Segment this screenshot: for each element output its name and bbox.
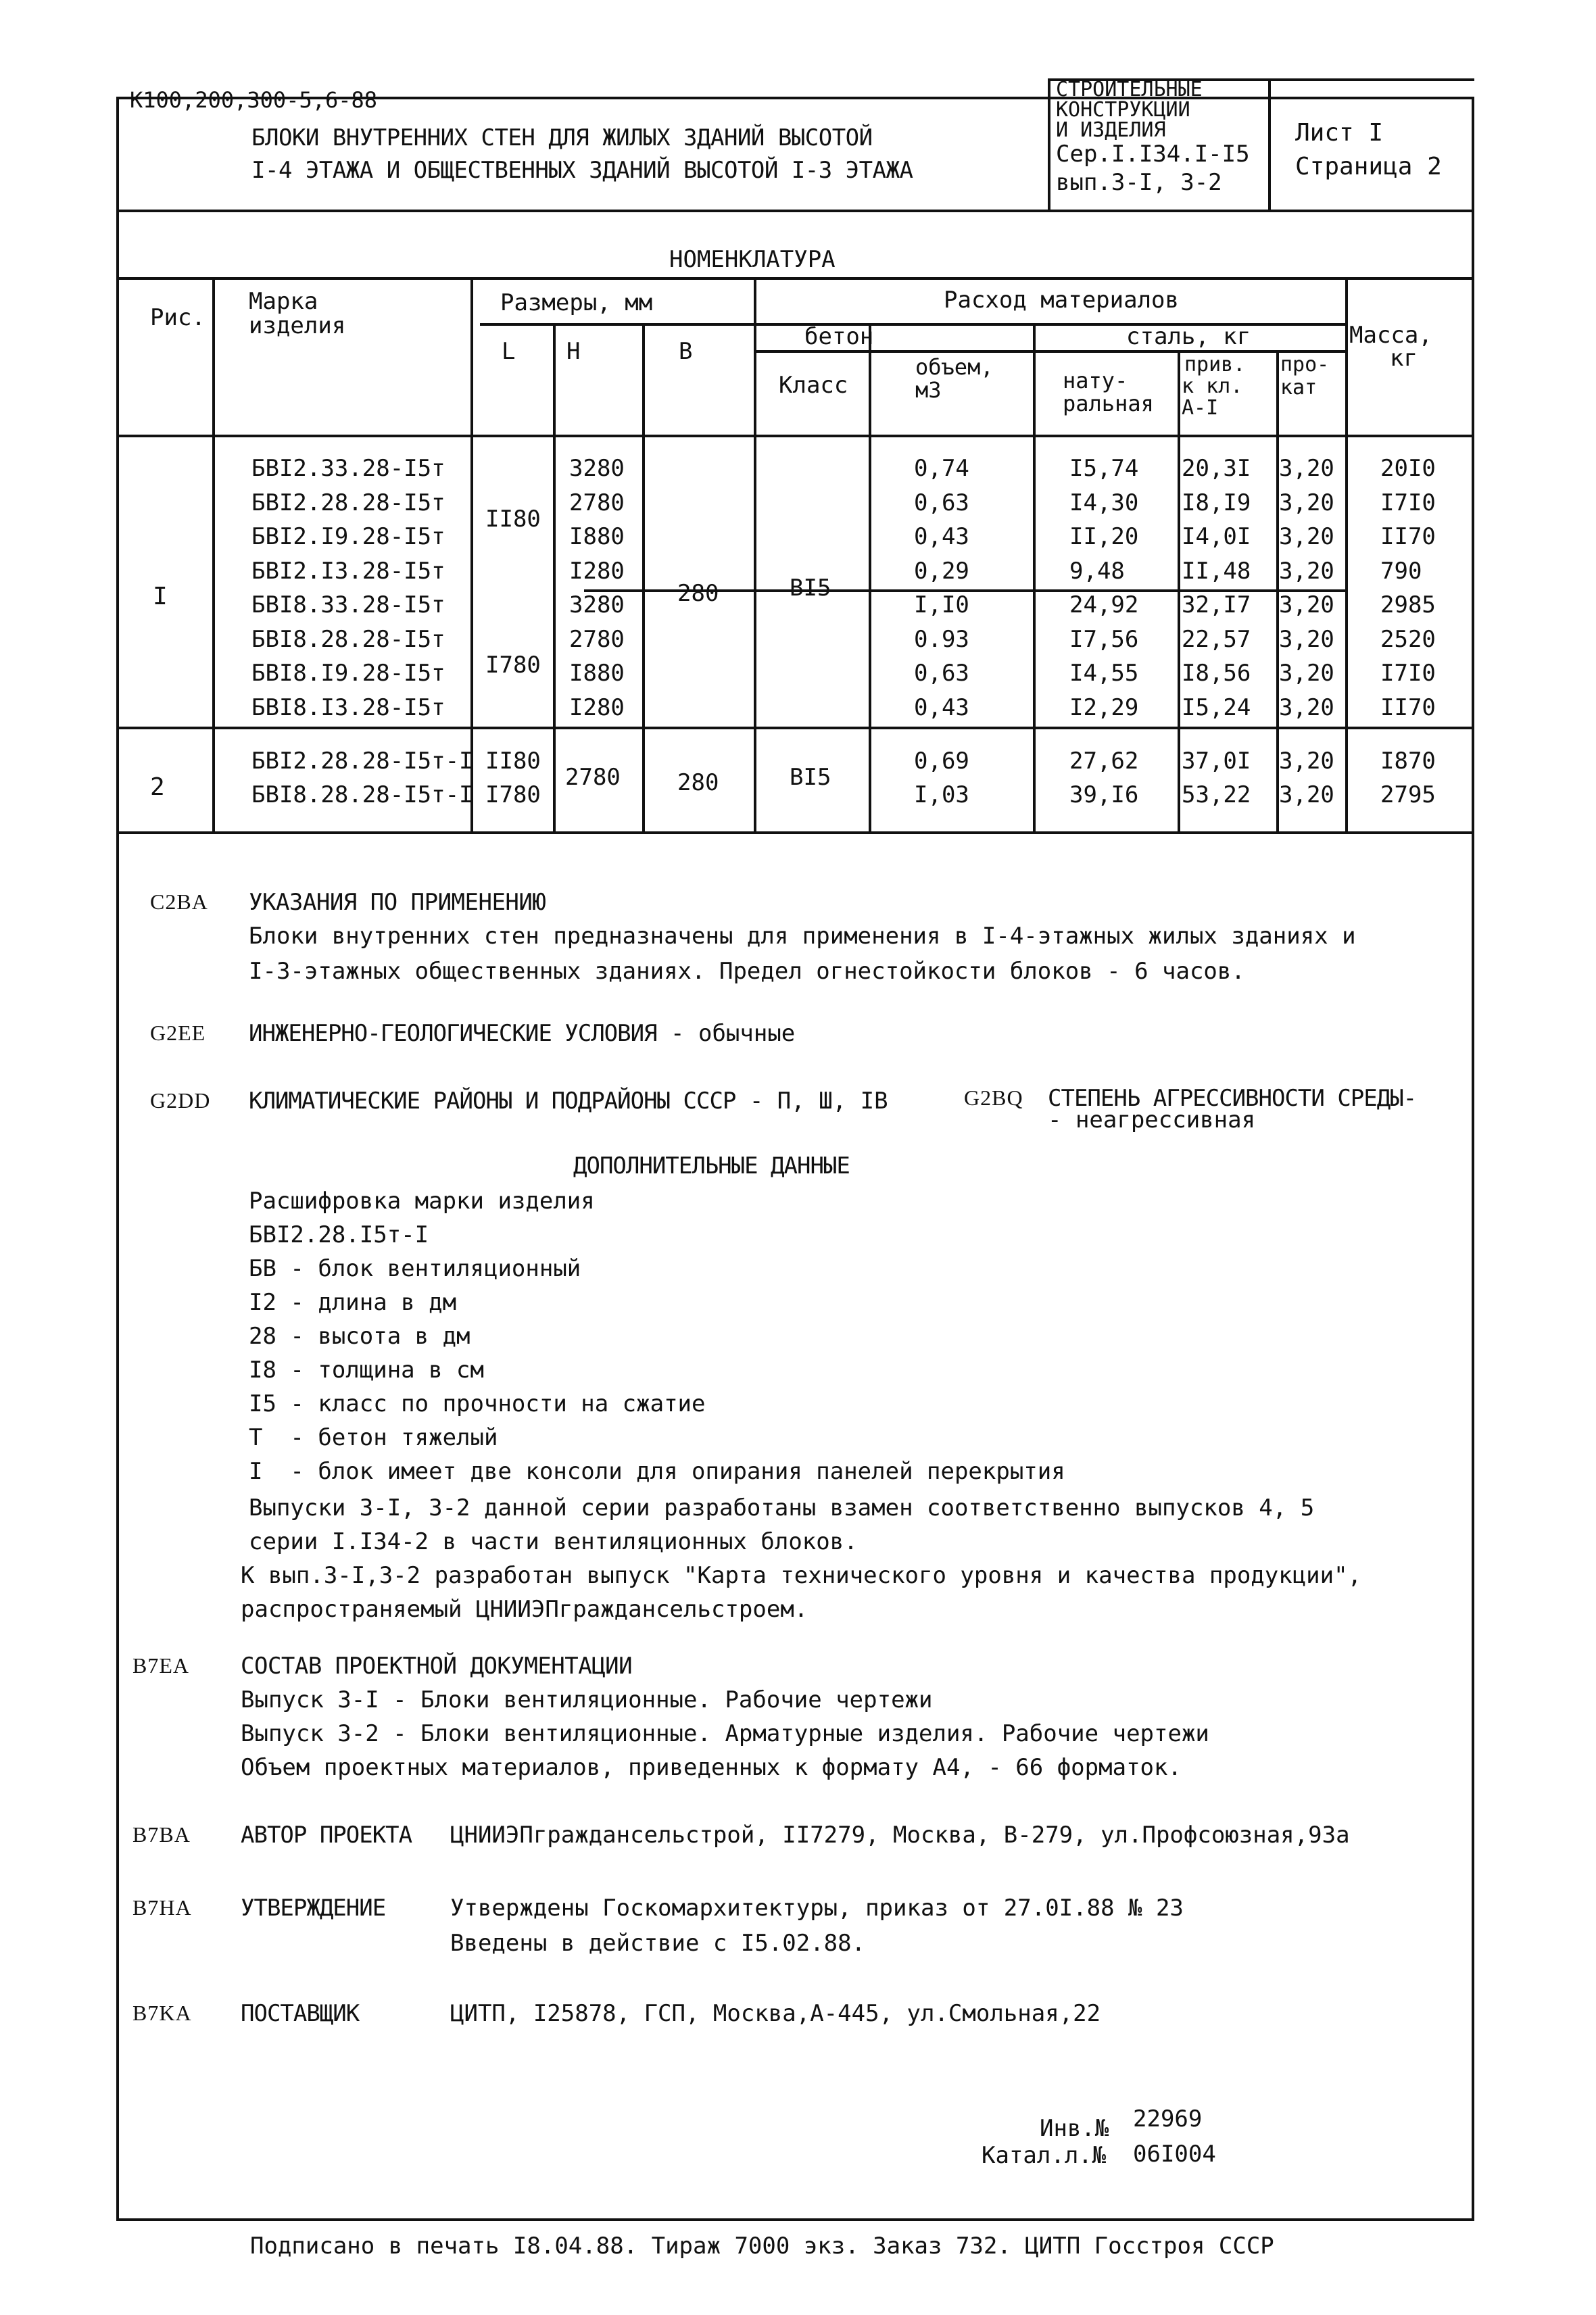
series-line-5: вып.3-I, 3-2 [1056, 169, 1222, 196]
header-L: L [502, 338, 516, 365]
additional-line-6: I5 - класс по прочности на сжатие [249, 1390, 706, 1417]
catalog-value: 06I004 [1133, 2141, 1216, 2168]
group1-volume-1: 0,63 [914, 489, 969, 516]
header-H: H [566, 338, 581, 365]
additional-line-4: 28 - высота в дм [249, 1323, 470, 1350]
group1-reduced-1: I8,I9 [1182, 489, 1251, 516]
additional-title: ДОПОЛНИТЕЛЬНЫЕ ДАННЫЕ [573, 1152, 850, 1179]
group1-volume-4: I,I0 [914, 591, 969, 618]
group1-rolled-4: 3,20 [1279, 591, 1334, 618]
series-line-2: КОНСТРУКЦИИ [1056, 98, 1190, 122]
group1-mass-7: II70 [1380, 694, 1436, 721]
group1-H-3: I280 [569, 558, 625, 585]
additional-line-1: БВI2.28.I5т-I [249, 1221, 429, 1248]
geology-code: G2EE [150, 1021, 206, 1045]
group2-volume-1: I,03 [914, 781, 969, 808]
group1-H-2: I880 [569, 523, 625, 550]
footer-print-info: Подписано в печать I8.04.88. Тираж 7000 экз. Заказ 732. ЦИТП Госстроя СССР [250, 2233, 1274, 2260]
header-sizes: Размеры, мм [500, 289, 653, 316]
application-line-2: I-3-этажных общественных зданиях. Предел огнестойкости блоков - 6 часов. [249, 958, 1245, 985]
header-steel: сталь, кг [1126, 323, 1251, 350]
group2-B: 280 [677, 769, 719, 796]
aggressiveness-code: G2BQ [964, 1086, 1023, 1110]
group1-H-4: 3280 [569, 591, 625, 618]
header-materials: Расход материалов [944, 287, 1179, 314]
group1-mass-1: I7I0 [1380, 489, 1436, 516]
header-natural-2: ральная [1063, 391, 1154, 416]
group1-natural-0: I5,74 [1069, 455, 1139, 482]
additional-line2-2: распространяемый ЦНИИЭПграждансельстроем. [241, 1596, 808, 1623]
additional-line-5: I8 - толщина в см [249, 1357, 484, 1384]
series-line-1: СТРОИТЕЛЬНЫЕ [1056, 78, 1203, 101]
group1-reduced-2: I4,0I [1182, 523, 1251, 550]
group1-rolled-6: 3,20 [1279, 660, 1334, 687]
group1-H-1: 2780 [569, 489, 625, 516]
group1-volume-5: 0.93 [914, 626, 969, 653]
group1-B: 280 [677, 580, 719, 607]
group1-mass-0: 20I0 [1380, 455, 1436, 482]
group1-H-6: I880 [569, 660, 625, 687]
group1-mark-7: БВI8.I3.28-I5т [251, 694, 445, 721]
group1-class: BI5 [790, 575, 831, 602]
group1-volume-3: 0,29 [914, 558, 969, 585]
group1-reduced-3: II,48 [1182, 558, 1251, 585]
inventory-value: 22969 [1133, 2105, 1203, 2133]
group1-rolled-5: 3,20 [1279, 626, 1334, 653]
group1-mass-3: 790 [1380, 558, 1422, 585]
group1-mass-2: II70 [1380, 523, 1436, 550]
approval-title: УТВЕРЖДЕНИЕ [241, 1895, 386, 1922]
group2-reduced-0: 37,0I [1182, 748, 1251, 775]
header-mass-2: кг [1390, 345, 1418, 372]
header-mass-1: Масса, [1349, 322, 1432, 349]
docs-code: B7EA [132, 1653, 189, 1678]
docs-title: СОСТАВ ПРОЕКТНОЙ ДОКУМЕНТАЦИИ [241, 1653, 633, 1680]
header-concrete: бетон [804, 323, 874, 350]
group1-volume-0: 0,74 [914, 455, 969, 482]
group2-class: BI5 [790, 764, 831, 791]
header-volume-1: объем, [915, 354, 994, 380]
geology-value: - обычные [656, 1020, 796, 1047]
header-rolled-2: кат [1280, 376, 1317, 399]
aggressiveness-title: СТЕПЕНЬ АГРЕССИВНОСТИ СРЕДЫ- [1048, 1085, 1417, 1112]
group1-natural-6: I4,55 [1069, 660, 1139, 687]
additional-line-8: I - блок имеет две консоли для опирания панелей перекрытия [249, 1458, 1065, 1485]
group1-volume-7: 0,43 [914, 694, 969, 721]
author-value: ЦНИИЭПграждансельстрой, II7279, Москва, В-279, ул.Профсоюзная,93а [450, 1822, 1350, 1849]
additional-line-3: I2 - длина в дм [249, 1289, 457, 1316]
group2-reduced-1: 53,22 [1182, 781, 1251, 808]
group2-L-1: I780 [485, 781, 541, 808]
group2-natural-0: 27,62 [1069, 748, 1139, 775]
author-title: АВТОР ПРОЕКТА [241, 1822, 412, 1849]
group1-reduced-6: I8,56 [1182, 660, 1251, 687]
group1-natural-5: I7,56 [1069, 626, 1139, 653]
series-line-3: И ИЗДЕЛИЯ [1056, 118, 1166, 142]
header-fig: Рис. [150, 304, 205, 331]
header-reduced-2: к кл. [1182, 374, 1243, 398]
inventory-label: Инв.№ [1040, 2115, 1109, 2142]
header-volume-2: м3 [915, 377, 942, 403]
group2-mass-1: 2795 [1380, 781, 1436, 808]
group2-mark-0: БВI2.28.28-I5т-I [251, 748, 473, 775]
application-line-1: Блоки внутренних стен предназначены для применения в I-4-этажных жилых зданиях и [249, 923, 1356, 950]
approval-line-1: Утверждены Госкомархитектуры, приказ от 27.0I.88 № 23 [450, 1895, 1184, 1922]
group2-rolled-0: 3,20 [1279, 748, 1334, 775]
additional-line-10: серии I.I34-2 в части вентиляционных блоков. [249, 1528, 858, 1555]
group1-rolled-1: 3,20 [1279, 489, 1334, 516]
header-natural-1: нату- [1063, 368, 1128, 393]
supplier-value: ЦИТП, I25878, ГСП, Москва,А-445, ул.Смольная,22 [450, 2000, 1101, 2027]
nomenclature-title: НОМЕНКЛАТУРА [669, 246, 836, 273]
header-mark-2: изделия [249, 312, 346, 339]
aggressiveness-value: - неагрессивная [1048, 1106, 1256, 1134]
docs-line-1: Выпуск 3-I - Блоки вентиляционные. Рабочие чертежи [241, 1686, 933, 1713]
group2-mass-0: I870 [1380, 748, 1436, 775]
geology-title [249, 1017, 795, 1050]
climate-title-text: КЛИМАТИЧЕСКИЕ РАЙОНЫ И ПОДРАЙОНЫ СССР [249, 1088, 736, 1115]
additional-line-2: БВ - блок вентиляционный [249, 1255, 581, 1282]
group1-mark-6: БВI8.I9.28-I5т [251, 660, 445, 687]
additional-line-9: Выпуски 3-I, 3-2 данной серии разработаны взамен соответственно выпусков 4, 5 [249, 1494, 1315, 1521]
additional-line2-1: К вып.3-I,3-2 разработан выпуск "Карта технического уровня и качества продукции", [241, 1562, 1362, 1589]
climate-code: G2DD [150, 1088, 211, 1113]
group1-natural-2: II,20 [1069, 523, 1139, 550]
supplier-title: ПОСТАВЩИК [241, 2000, 360, 2027]
page-number: Страница 2 [1295, 153, 1442, 180]
group1-rolled-3: 3,20 [1279, 558, 1334, 585]
group1-mark-0: БВI2.33.28-I5т [251, 455, 445, 482]
group1-rolled-0: 3,20 [1279, 455, 1334, 482]
group2-rolled-1: 3,20 [1279, 781, 1334, 808]
geology-title-text: ИНЖЕНЕРНО-ГЕОЛОГИЧЕСКИЕ УСЛОВИЯ [249, 1020, 657, 1047]
group1-natural-1: I4,30 [1069, 489, 1139, 516]
group1-mass-5: 2520 [1380, 626, 1436, 653]
header-title-line-1: БЛОКИ ВНУТРЕННИХ СТЕН ДЛЯ ЖИЛЫХ ЗДАНИЙ ВЫСОТОЙ [251, 124, 873, 151]
group1-fig: I [153, 583, 168, 610]
group2-volume-0: 0,69 [914, 748, 969, 775]
group1-mark-4: БВI8.33.28-I5т [251, 591, 445, 618]
group2-L-0: II80 [485, 748, 541, 775]
application-title: УКАЗАНИЯ ПО ПРИМЕНЕНИЮ [249, 889, 546, 916]
group1-reduced-7: I5,24 [1182, 694, 1251, 721]
group1-mass-6: I7I0 [1380, 660, 1436, 687]
docs-line-3: Объем проектных материалов, приведенных к формату А4, - 66 форматок. [241, 1754, 1182, 1781]
group1-mark-5: БВI8.28.28-I5т [251, 626, 445, 653]
group1-mark-3: БВI2.I3.28-I5т [251, 558, 445, 585]
group1-L-bottom: I780 [485, 652, 541, 679]
group1-volume-6: 0,63 [914, 660, 969, 687]
climate-value: - П, Ш, IB [735, 1088, 888, 1115]
group1-mass-4: 2985 [1380, 591, 1436, 618]
sheet-number: Лист I [1295, 119, 1384, 147]
group1-natural-4: 24,92 [1069, 591, 1139, 618]
group1-mark-2: БВI2.I9.28-I5т [251, 523, 445, 550]
group1-reduced-5: 22,57 [1182, 626, 1251, 653]
header-reduced-3: А-I [1182, 396, 1219, 420]
group1-volume-2: 0,43 [914, 523, 969, 550]
group1-natural-7: I2,29 [1069, 694, 1139, 721]
header-mark-1: Марка [249, 288, 318, 315]
approval-code: B7HA [132, 1895, 192, 1920]
application-code: C2BA [150, 890, 208, 914]
group1-H-0: 3280 [569, 455, 625, 482]
header-class: Класс [779, 372, 848, 399]
group1-mark-1: БВI2.28.28-I5т [251, 489, 445, 516]
group1-H-7: I280 [569, 694, 625, 721]
author-code: B7BA [132, 1822, 191, 1847]
header-reduced-1: прив. [1184, 353, 1246, 376]
group1-reduced-0: 20,3I [1182, 455, 1251, 482]
group1-rolled-7: 3,20 [1279, 694, 1334, 721]
header-rolled-1: про- [1280, 353, 1330, 376]
group1-natural-3: 9,48 [1069, 558, 1125, 585]
header-B: B [679, 338, 693, 365]
catalog-label: Катал.л.№ [982, 2142, 1107, 2169]
group2-H: 2780 [565, 764, 621, 791]
supplier-code: B7KA [132, 2001, 192, 2025]
group1-L-top: II80 [485, 506, 541, 533]
group2-fig: 2 [150, 773, 165, 801]
series-line-4: Сер.I.I34.I-I5 [1056, 141, 1250, 168]
group1-reduced-4: 32,I7 [1182, 591, 1251, 618]
group2-natural-1: 39,I6 [1069, 781, 1139, 808]
climate-title [249, 1084, 888, 1118]
document-code: К100,200,300-5,6-88 [130, 87, 378, 113]
group1-H-5: 2780 [569, 626, 625, 653]
group1-rolled-2: 3,20 [1279, 523, 1334, 550]
header-title-line-2: I-4 ЭТАЖА И ОБЩЕСТВЕННЫХ ЗДАНИЙ ВЫСОТОЙ I-3 ЭТАЖА [251, 157, 913, 184]
additional-line-7: Т - бетон тяжелый [249, 1424, 498, 1451]
docs-line-2: Выпуск 3-2 - Блоки вентиляционные. Арматурные изделия. Рабочие чертежи [241, 1720, 1209, 1747]
approval-line-2: Введены в действие с I5.02.88. [450, 1930, 866, 1957]
additional-line-0: Расшифровка марки изделия [249, 1188, 595, 1215]
group2-mark-1: БВI8.28.28-I5т-I [251, 781, 473, 808]
